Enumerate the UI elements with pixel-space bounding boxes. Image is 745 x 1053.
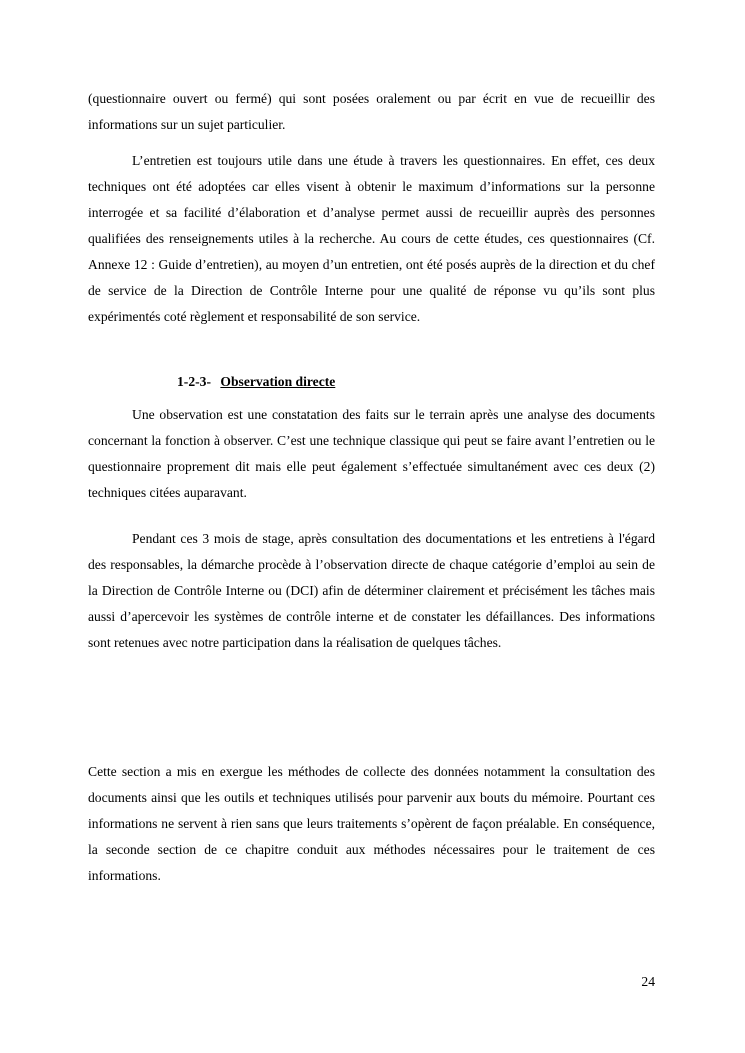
paragraph-observation-stage: Pendant ces 3 mois de stage, après consultation des documentations et les entretiens à l'égard des responsables, la démarche procède à l’observation directe de chaque catégorie d’emploi au sein de la Direction de Contrôle Interne ou (DCI) afin de déterminer clairement et précisément les tâches mais aussi d’apercevoir les systèmes de contrôle interne et de constater les défaillances. Des informations sont retenues avec notre participation dans la réalisation de quelques tâches. (88, 531, 655, 650)
paragraph-section-conclusion: Cette section a mis en exergue les méthodes de collecte des données notamment la consultation des documents ainsi que les outils et techniques utilisés pour parvenir aux bouts du mémoire. Pourtant ces informations ne servent à rien sans que leurs traitements s’opèrent de façon préalable. En conséquence, la seconde section de ce chapitre conduit aux méthodes nécessaires pour le traitement de ces informations. (88, 764, 655, 883)
paragraph-entretien: L’entretien est toujours utile dans une étude à travers les questionnaires. En effet, ces deux techniques ont été adoptées car elles visent à obtenir le maximum d’informations sur la personne interrogée et sa facilité d’élaboration et d’analyse permet aussi de recueillir auprès des personnes qualifiées des renseignements utiles à la recherche. Au cours de cette études, ces questionnaires (Cf. Annexe 12 : Guide d’entretien), au moyen d’un entretien, ont été posés auprès de la direction et du chef de service de la Direction de Contrôle Interne pour une qualité de réponse vu qu’ils sont plus expérimentés coté règlement et responsabilité de son service. (88, 153, 655, 324)
page-number: 24 (641, 974, 655, 989)
paragraph-observation-definition: Une observation est une constatation des faits sur le terrain après une analyse des documents concernant la fonction à observer. C’est une technique classique qui peut se faire avant l’entretien ou le questionnaire proprement dit mais elle peut également s’effectuée simultanément avec ces deux (2) techniques citées auparavant. (88, 407, 655, 500)
section-heading (177, 372, 335, 392)
section-title: Observation directe (220, 374, 336, 389)
paragraph-questionnaire-intro: (questionnaire ouvert ou fermé) qui sont posées oralement ou par écrit en vue de recueillir des informations sur un sujet particulier. (88, 91, 655, 132)
section-number: 1-2-3- (177, 374, 211, 389)
